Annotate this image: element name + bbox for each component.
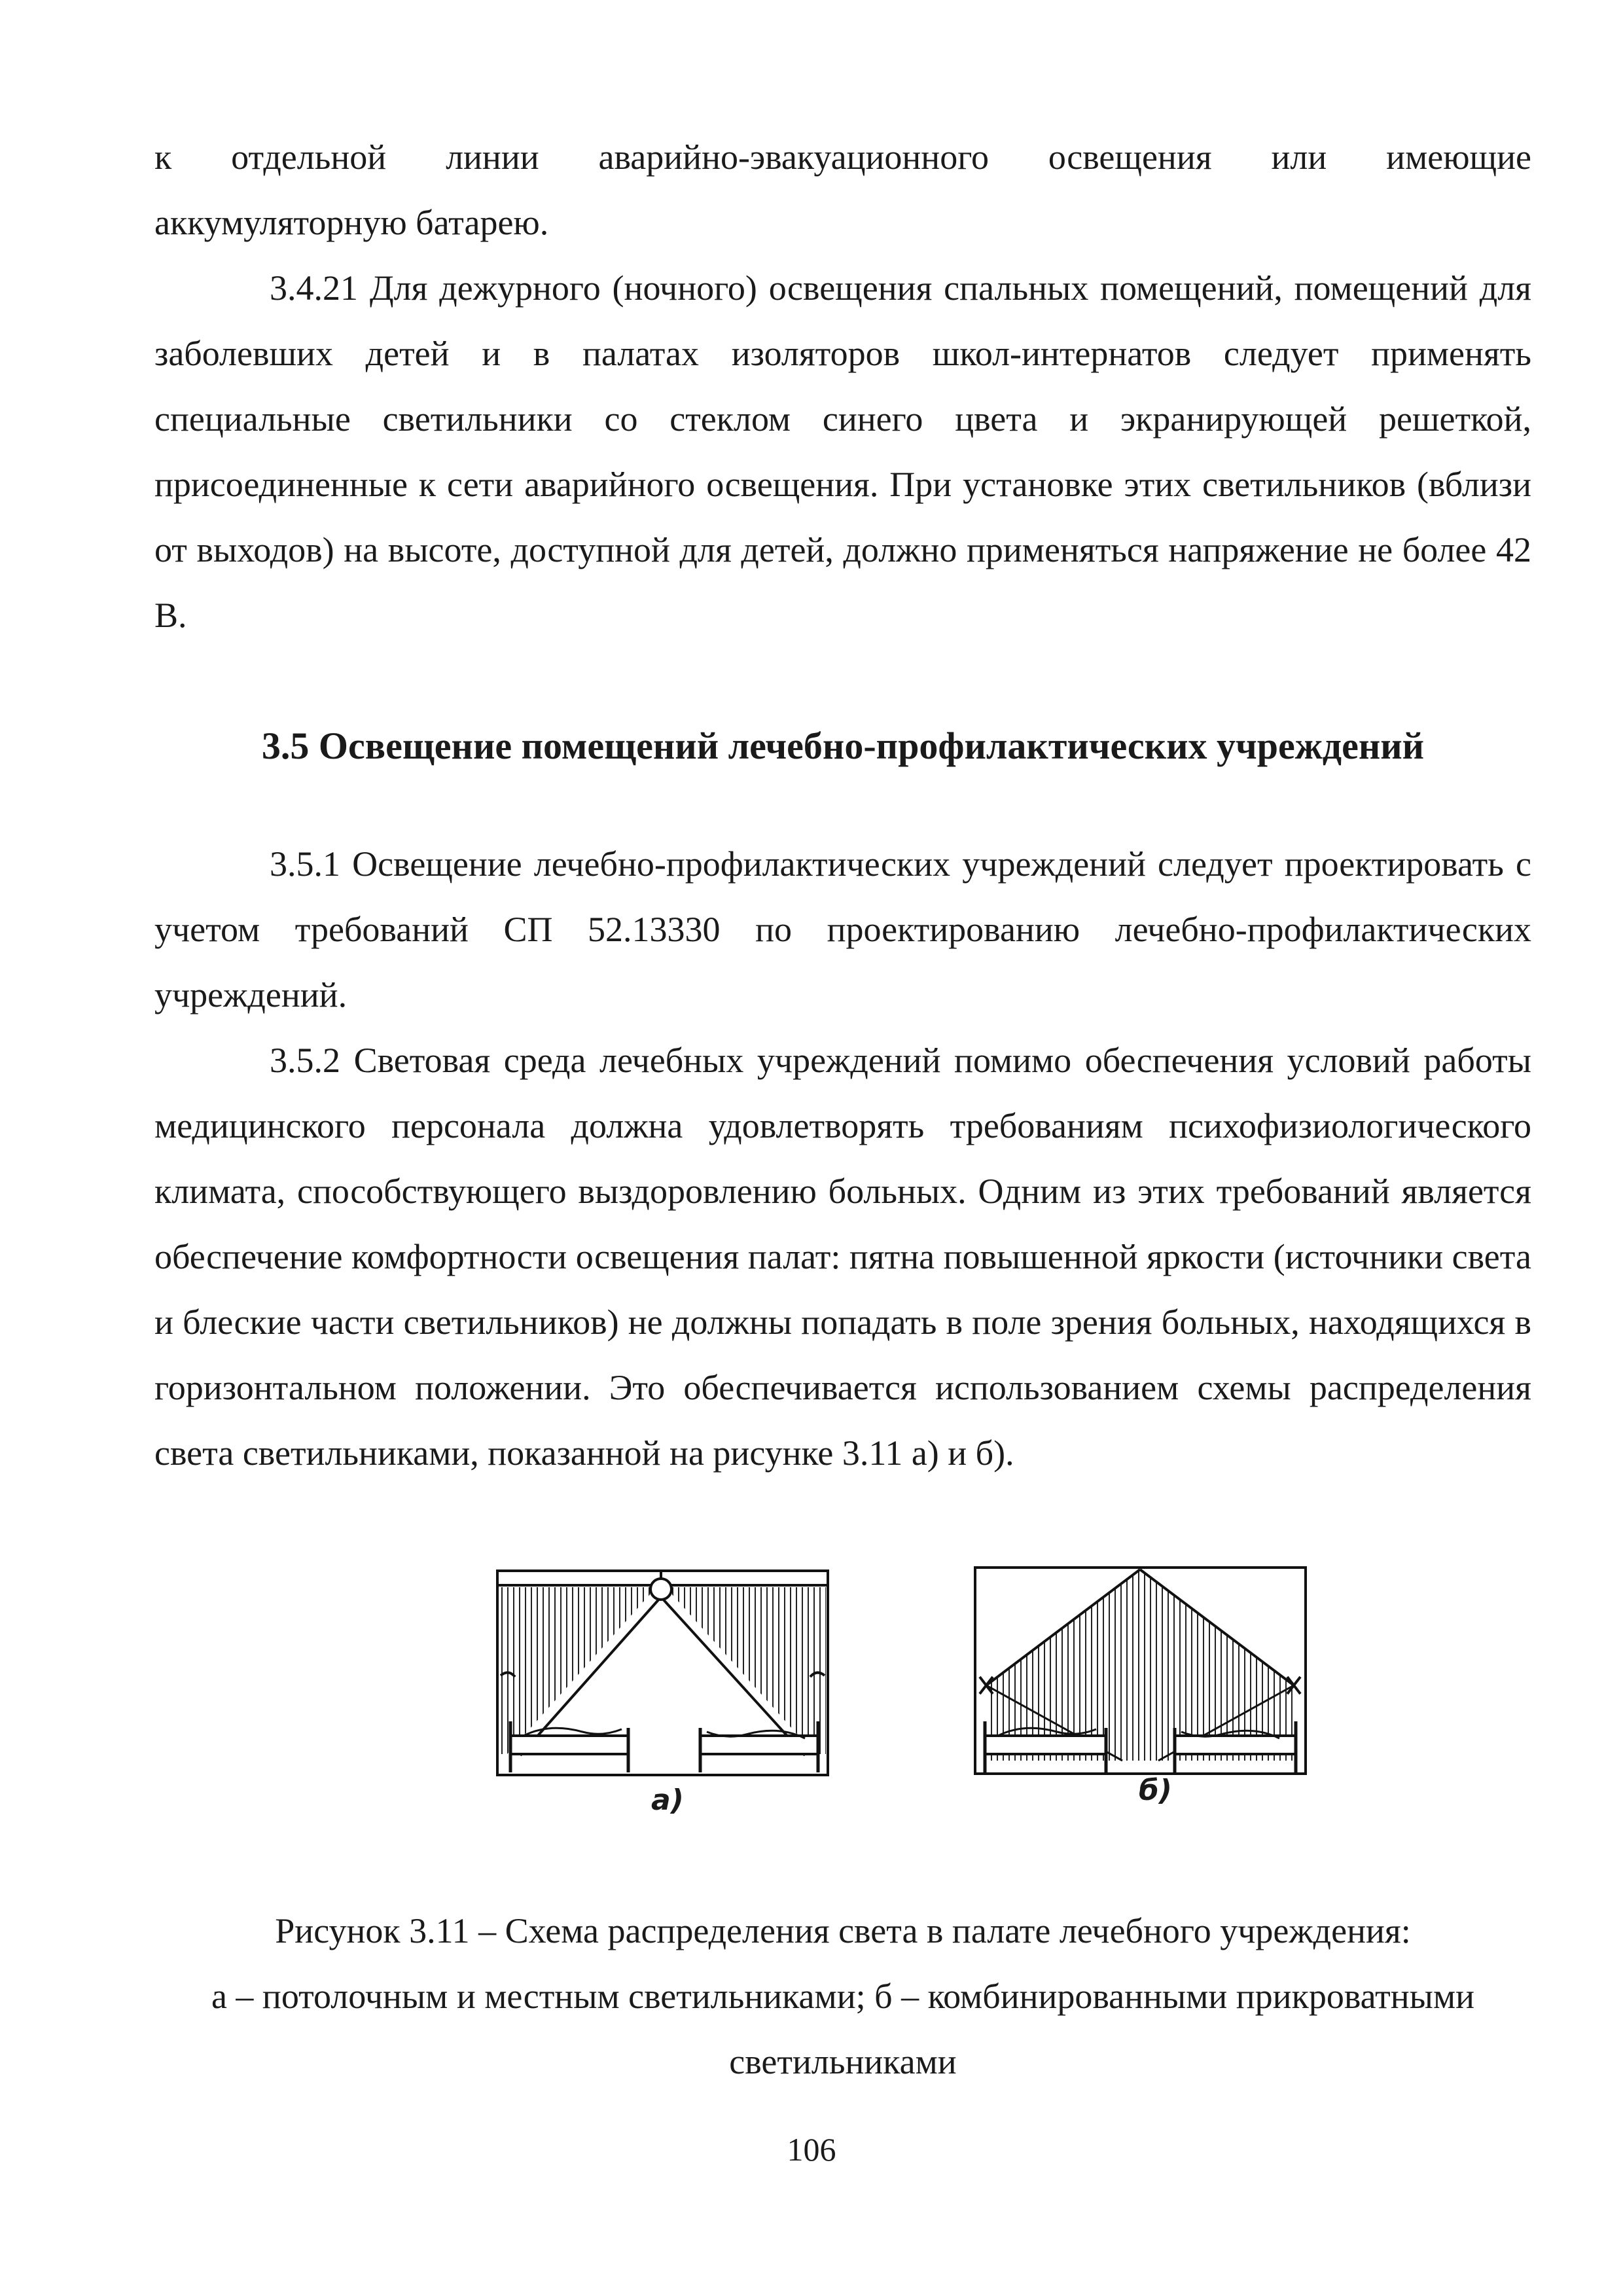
caption-line3: светильниками [729, 2042, 957, 2081]
caption-line2: а – потолочным и местным светильниками; б – комбинированными прикроватными [211, 1977, 1475, 2016]
paragraph-continuation-line1: к отдельной линии аварийно-эвакуационного освещения или имеющие [154, 137, 1531, 177]
figure-caption [154, 1898, 1531, 2094]
figure-b-label: б) [1139, 1774, 1172, 1807]
paragraph-3-5-2: 3.5.2 Световая среда лечебных учреждений помимо обеспечения условий работы медицинского персонала должна удовлетворять требованиям психофизиологического климата, способствующего выздоровлению больных. Одним из этих требований является обеспечение комфортности освещения палат: пятна повышенной яркости (источники света и блеские части светильников) не должны попадать в поле зрения больных, находящихся в горизонтальном положении. Это обеспечивается использованием схемы распределения света светильниками, показанной на рисунке 3.11 а) и б). [154, 1041, 1531, 1473]
figure-b [972, 1564, 1312, 1807]
caption-line1: Рисунок 3.11 – Схема распределения света в палате лечебного учреждения: [275, 1911, 1411, 1950]
paragraph-3-5-1: 3.5.1 Освещение лечебно-профилактических учреждений следует проектировать с учетом требований СП 52.13330 по проектированию лечебно-профилактических учреждений. [154, 844, 1531, 1014]
figure-a-label: а) [651, 1784, 684, 1817]
paragraph-3-4-21: 3.4.21 Для дежурного (ночного) освещения спальных помещений, помещений для заболевших детей и в палатах изоляторов школ-интернатов следует применять специальные светильники со стеклом синего цвета и экранирующей решеткой, присоединенные к сети аварийного освещения. При установке этих светильников (вблизи от выходов) на высоте, доступной для детей, должно применяться напряжение не более 42 В. [154, 268, 1531, 635]
section-heading-3-5: 3.5 Освещение помещений лечебно-профилактических учреждений [261, 725, 1425, 767]
figure-b-diagram [972, 1564, 1312, 1780]
figure-a-diagram [494, 1564, 834, 1780]
figure-a [494, 1564, 834, 1817]
paragraph-continuation-line2: аккумуляторную батарею. [154, 203, 549, 242]
ceiling-lamp-icon [651, 1579, 671, 1600]
page-number: 106 [787, 2131, 836, 2168]
